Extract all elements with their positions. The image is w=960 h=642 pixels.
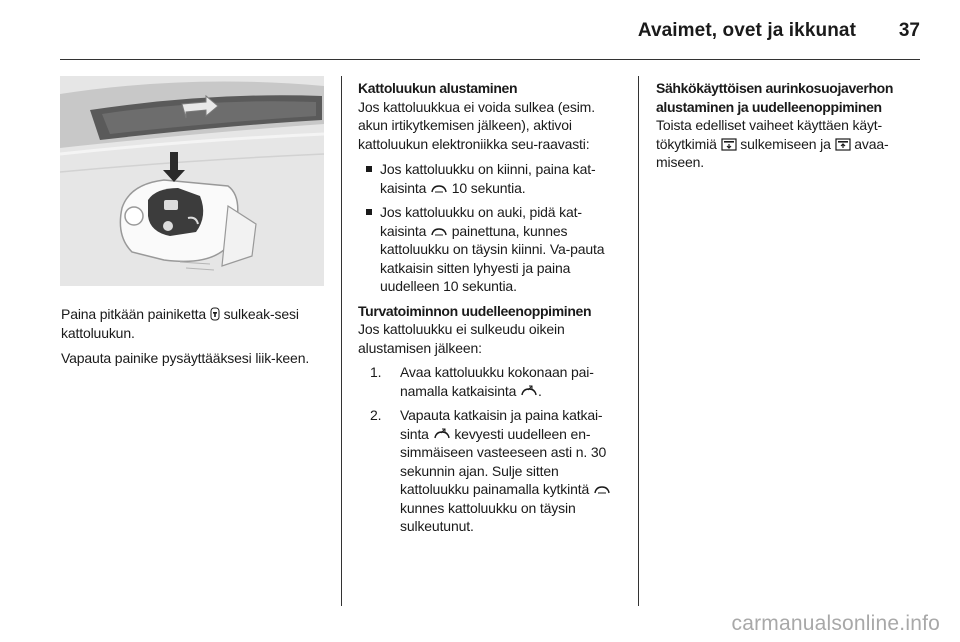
sunblind-open-switch-icon	[835, 138, 851, 151]
column-divider-1	[341, 76, 342, 606]
roof-open-switch-icon	[520, 385, 538, 398]
header-rule	[60, 59, 920, 60]
key-fob-roof-illustration	[60, 76, 324, 286]
header-title: Avaimet, ovet ja ikkunat	[637, 20, 856, 41]
roof-reset-intro: Jos kattoluukkua ei voida sulkea (esim. akun irtikytkemisen jälkeen), aktivoi kattoluukun elektroniikka seu-raavasti:	[358, 98, 595, 152]
list-item: Jos kattoluukku on kiinni, paina kat-kaisinta 10 sekuntia.	[358, 160, 626, 197]
roof-reset-bullets	[358, 160, 626, 296]
bullet-mark	[366, 209, 372, 215]
left-column	[61, 305, 325, 375]
left-paragraph-2: Vapauta painike pysäyttääksesi liik-keen.	[61, 350, 310, 366]
roof-switch-icon	[593, 484, 611, 496]
safety-relearn-steps	[358, 363, 626, 536]
right-column	[656, 79, 924, 179]
section-heading-sunblind-reset: Sähkökäyttöisen aurinkosuojaverhon alustaminen ja uudelleenoppiminen	[656, 80, 894, 115]
list-item: Jos kattoluukku on auki, pidä kat-kaisinta painettuna, kunnes kattoluukku on täysin kiinni. Va-pauta katkaisin sitten lyhyesti ja paina uudelleen 10 sekuntia.	[358, 203, 626, 296]
page-number: 37	[898, 20, 920, 41]
roof-open-switch-icon	[433, 428, 451, 441]
section-heading-safety-relearn: Turvatoiminnon uudelleenoppiminen	[358, 302, 592, 319]
watermark: carmanualsonline.info	[731, 612, 940, 635]
list-item: 2. Vapauta katkaisin ja paina katkai-sinta kevyesti uudelleen en-simmäiseen vasteeseen asti n. 30 sekunnin ajan. Sulje sitten kattoluukku painamalla kytkintä kunnes kattoluukku on täysin sulkeutunut.	[358, 406, 626, 536]
sunblind-paragraph: Toista edelliset vaiheet käyttäen käyt-tökytkimiä sulkemiseen ja avaa-miseen.	[656, 117, 889, 170]
section-heading-roof-reset: Kattoluukun alustaminen	[358, 80, 518, 96]
sunblind-close-switch-icon	[721, 138, 737, 151]
list-item: 1. Avaa kattoluukku kokonaan pai-namalla katkaisinta .	[370, 364, 594, 399]
roof-switch-icon	[430, 183, 448, 195]
safety-relearn-intro: Jos kattoluukku ei sulkeudu oikein alustamisen jälkeen:	[358, 321, 565, 356]
bullet-mark	[366, 166, 372, 172]
close-roof-button-icon	[210, 307, 220, 321]
column-divider-2	[638, 76, 639, 606]
middle-column	[358, 79, 626, 542]
left-paragraph-1: Paina pitkään painiketta sulkeak-sesi kattoluukun.	[61, 306, 299, 341]
roof-switch-icon	[430, 226, 448, 238]
